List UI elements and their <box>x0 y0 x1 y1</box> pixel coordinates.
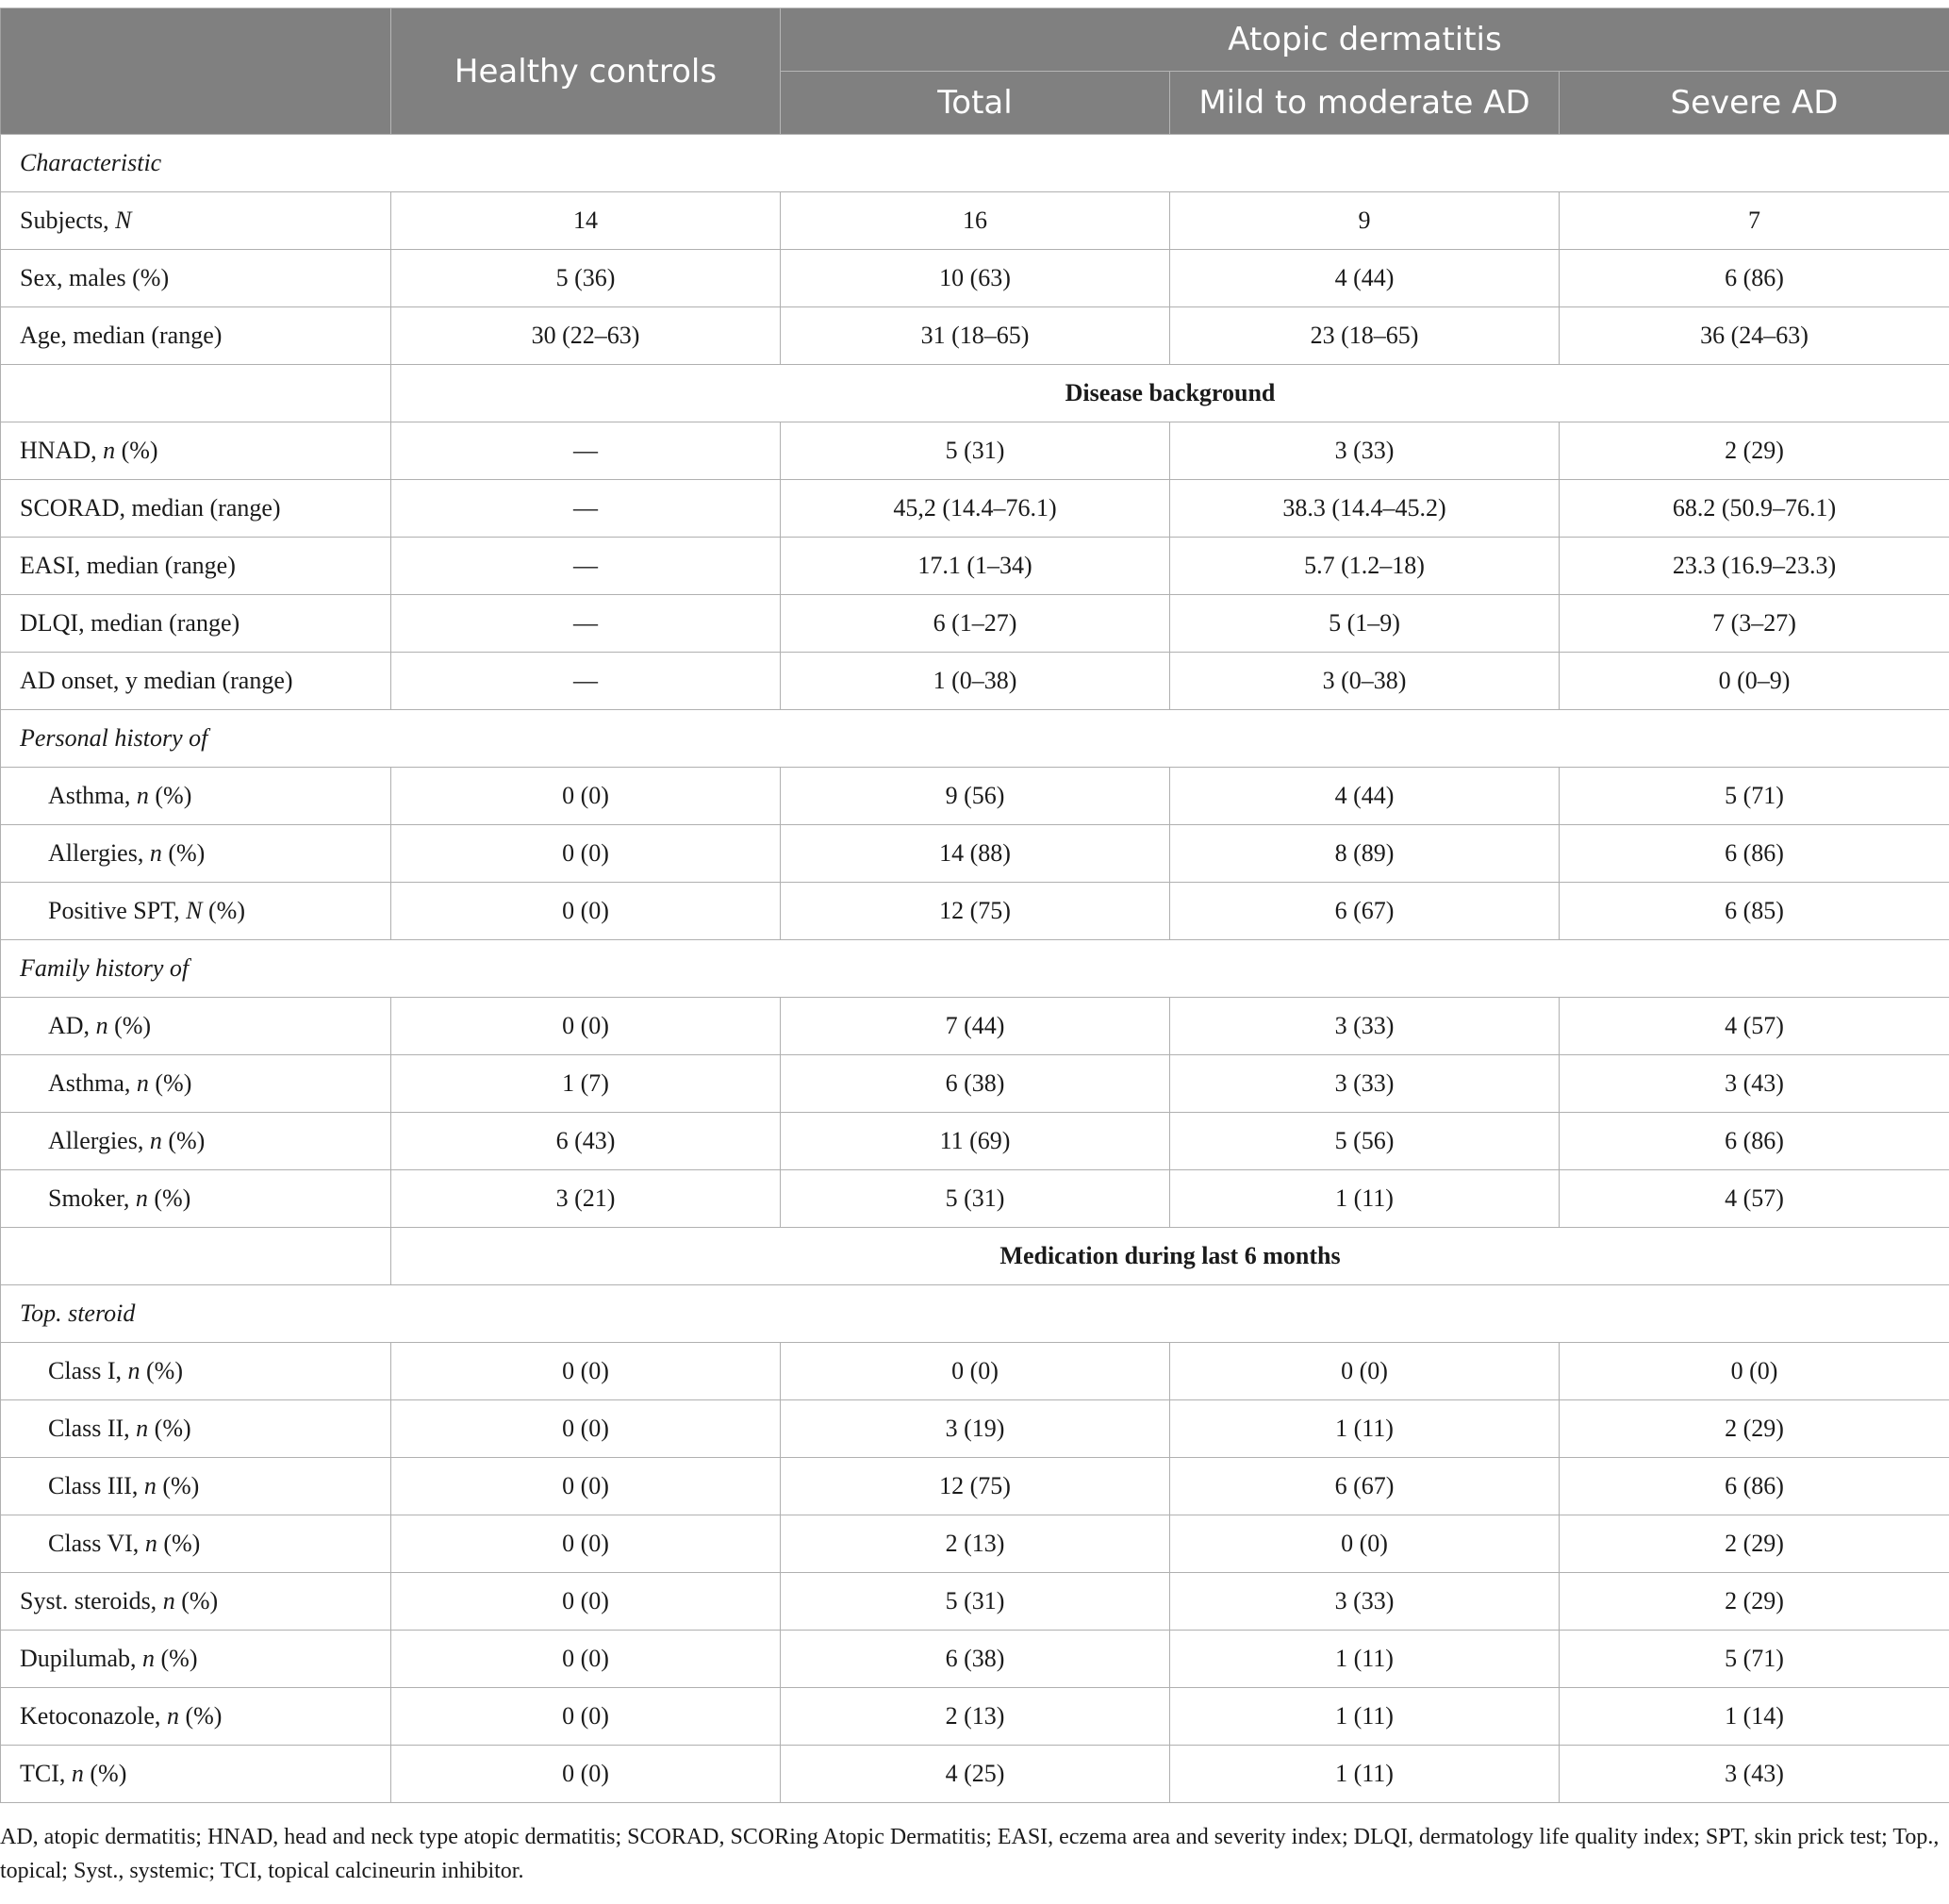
total-cell: 14 (88) <box>781 825 1170 883</box>
header-severe: Severe AD <box>1560 72 1949 135</box>
table-row <box>1 1746 1949 1803</box>
header-atopic-dermatitis: Atopic dermatitis <box>781 8 1949 72</box>
healthy-controls-cell: 0 (0) <box>391 998 781 1055</box>
row-label-symbol: n <box>149 1127 162 1154</box>
mild-moderate-cell: 3 (33) <box>1170 1573 1560 1631</box>
table-row <box>1 192 1949 250</box>
row-label-text: Subjects, <box>20 207 116 234</box>
row-label <box>1 1688 391 1746</box>
total-cell: 16 <box>781 192 1170 250</box>
row-label-suffix: (%) <box>107 1012 152 1039</box>
healthy-controls-cell: — <box>391 595 781 653</box>
row-label-text: Allergies, <box>48 1127 150 1154</box>
table-row <box>1 825 1949 883</box>
total-cell: 5 (31) <box>781 1170 1170 1228</box>
total-cell: 7 (44) <box>781 998 1170 1055</box>
mild-moderate-cell: 5 (1–9) <box>1170 595 1560 653</box>
row-label-symbol: n <box>162 1587 175 1614</box>
total-cell: 2 (13) <box>781 1515 1170 1573</box>
row-label-suffix: (%) <box>115 437 158 464</box>
total-cell: 0 (0) <box>781 1343 1170 1400</box>
severe-cell: 4 (57) <box>1560 998 1949 1055</box>
table-row <box>1 1055 1949 1113</box>
severe-cell: 2 (29) <box>1560 422 1949 480</box>
severe-cell: 36 (24–63) <box>1560 307 1949 365</box>
table-row <box>1 1113 1949 1170</box>
row-label-text: HNAD, <box>20 437 104 464</box>
table-body <box>1 135 1949 1803</box>
row-label-text: EASI, median (range) <box>20 552 236 579</box>
row-label <box>1 998 391 1055</box>
severe-cell: 2 (29) <box>1560 1573 1949 1631</box>
mild-moderate-cell: 9 <box>1170 192 1560 250</box>
mild-moderate-cell: 4 (44) <box>1170 768 1560 825</box>
header-row-top <box>1 8 1949 72</box>
row-label-text: Class VI, <box>48 1530 145 1557</box>
row-label <box>1 1055 391 1113</box>
section-row <box>1 710 1949 768</box>
mild-moderate-cell: 3 (33) <box>1170 998 1560 1055</box>
subheading-empty-cell <box>1 1228 391 1285</box>
row-label-suffix: (%) <box>148 1415 191 1442</box>
table-row <box>1 250 1949 307</box>
row-label-text: Smoker, <box>48 1184 136 1212</box>
mild-moderate-cell: 23 (18–65) <box>1170 307 1560 365</box>
row-label-symbol: n <box>149 839 162 867</box>
severe-cell: 5 (71) <box>1560 768 1949 825</box>
total-cell: 4 (25) <box>781 1746 1170 1803</box>
row-label-text: Allergies, <box>48 839 150 867</box>
row-label <box>1 825 391 883</box>
severe-cell: 2 (29) <box>1560 1515 1949 1573</box>
total-cell: 5 (31) <box>781 422 1170 480</box>
row-label-text: Asthma, <box>48 1069 137 1097</box>
section-row <box>1 940 1949 998</box>
severe-cell: 2 (29) <box>1560 1400 1949 1458</box>
row-label-text: Dupilumab, <box>20 1645 142 1672</box>
row-label <box>1 192 391 250</box>
mild-moderate-cell: 1 (11) <box>1170 1631 1560 1688</box>
subheading-disease-background: Disease background <box>391 365 1949 422</box>
table-row <box>1 538 1949 595</box>
row-label-text: Syst. steroids, <box>20 1587 163 1614</box>
table-row <box>1 1458 1949 1515</box>
severe-cell: 6 (85) <box>1560 883 1949 940</box>
row-label-suffix: (%) <box>140 1357 183 1384</box>
mild-moderate-cell: 1 (11) <box>1170 1400 1560 1458</box>
row-label <box>1 1343 391 1400</box>
row-label-text: Class I, <box>48 1357 128 1384</box>
row-label-text: Ketoconazole, <box>20 1702 167 1730</box>
mild-moderate-cell: 3 (33) <box>1170 1055 1560 1113</box>
header-mild-moderate: Mild to moderate AD <box>1170 72 1560 135</box>
total-cell: 12 (75) <box>781 883 1170 940</box>
mild-moderate-cell: 1 (11) <box>1170 1746 1560 1803</box>
row-label <box>1 307 391 365</box>
severe-cell: 6 (86) <box>1560 1458 1949 1515</box>
total-cell: 6 (1–27) <box>781 595 1170 653</box>
row-label-text: AD, <box>48 1012 96 1039</box>
severe-cell: 7 (3–27) <box>1560 595 1949 653</box>
row-label-text: Age, median (range) <box>20 322 223 349</box>
total-cell: 11 (69) <box>781 1113 1170 1170</box>
row-label-suffix: (%) <box>157 1530 201 1557</box>
row-label-text: TCI, <box>20 1760 72 1787</box>
healthy-controls-cell: — <box>391 422 781 480</box>
severe-cell: 0 (0–9) <box>1560 653 1949 710</box>
row-label-symbol: n <box>136 1415 149 1442</box>
row-label-symbol: n <box>71 1760 84 1787</box>
mild-moderate-cell: 5.7 (1.2–18) <box>1170 538 1560 595</box>
table-row <box>1 595 1949 653</box>
section-row <box>1 135 1949 192</box>
row-label-symbol: n <box>142 1645 155 1672</box>
healthy-controls-cell: 0 (0) <box>391 1400 781 1458</box>
table-footnote: AD, atopic dermatitis; HNAD, head and neck type atopic dermatitis; SCORAD, SCORing Atopic Dermatitis; EASI, eczema area and severity index; DLQI, dermatology life quality index; SPT, skin prick test; Top., topical; Syst., systemic; TCI, topical calcineurin inhibitor. <box>0 1825 1940 1883</box>
total-cell: 9 (56) <box>781 768 1170 825</box>
section-top-steroid: Top. steroid <box>1 1285 1949 1343</box>
severe-cell: 7 <box>1560 192 1949 250</box>
row-label <box>1 1573 391 1631</box>
row-label <box>1 480 391 538</box>
subheading-empty-cell <box>1 365 391 422</box>
total-cell: 17.1 (1–34) <box>781 538 1170 595</box>
healthy-controls-cell: 5 (36) <box>391 250 781 307</box>
row-label <box>1 1631 391 1688</box>
total-cell: 12 (75) <box>781 1458 1170 1515</box>
total-cell: 6 (38) <box>781 1631 1170 1688</box>
severe-cell: 6 (86) <box>1560 1113 1949 1170</box>
healthy-controls-cell: 0 (0) <box>391 768 781 825</box>
healthy-controls-cell: — <box>391 653 781 710</box>
mild-moderate-cell: 3 (33) <box>1170 422 1560 480</box>
row-label-symbol: n <box>136 1069 149 1097</box>
row-label-symbol: n <box>166 1702 179 1730</box>
healthy-controls-cell: — <box>391 480 781 538</box>
row-label <box>1 653 391 710</box>
table-row <box>1 422 1949 480</box>
healthy-controls-cell: 3 (21) <box>391 1170 781 1228</box>
row-label-suffix: (%) <box>202 897 245 924</box>
severe-cell: 6 (86) <box>1560 825 1949 883</box>
row-label-text: SCORAD, median (range) <box>20 494 281 522</box>
row-label-symbol: n <box>135 1184 148 1212</box>
row-label-text: Sex, males (%) <box>20 264 170 291</box>
row-label <box>1 1515 391 1573</box>
severe-cell: 5 (71) <box>1560 1631 1949 1688</box>
row-label-text: DLQI, median (range) <box>20 609 240 637</box>
characteristics-table <box>0 8 1949 1803</box>
severe-cell: 6 (86) <box>1560 250 1949 307</box>
row-label-suffix: (%) <box>178 1702 223 1730</box>
healthy-controls-cell: 6 (43) <box>391 1113 781 1170</box>
mild-moderate-cell: 6 (67) <box>1170 1458 1560 1515</box>
row-label <box>1 595 391 653</box>
healthy-controls-cell: 0 (0) <box>391 1688 781 1746</box>
mild-moderate-cell: 0 (0) <box>1170 1343 1560 1400</box>
severe-cell: 1 (14) <box>1560 1688 1949 1746</box>
row-label-suffix: (%) <box>148 1069 192 1097</box>
row-label-text: AD onset, y median (range) <box>20 667 293 694</box>
table-row <box>1 1343 1949 1400</box>
severe-cell: 3 (43) <box>1560 1055 1949 1113</box>
subheading-medication: Medication during last 6 months <box>391 1228 1949 1285</box>
table-row <box>1 1170 1949 1228</box>
row-label-suffix: (%) <box>156 1472 200 1499</box>
healthy-controls-cell: 1 (7) <box>391 1055 781 1113</box>
row-label-symbol: n <box>144 1530 157 1557</box>
total-cell: 5 (31) <box>781 1573 1170 1631</box>
row-label-suffix: (%) <box>161 1127 206 1154</box>
section-family-history: Family history of <box>1 940 1949 998</box>
row-label <box>1 1458 391 1515</box>
severe-cell: 4 (57) <box>1560 1170 1949 1228</box>
mild-moderate-cell: 1 (11) <box>1170 1688 1560 1746</box>
total-cell: 31 (18–65) <box>781 307 1170 365</box>
row-label-suffix: (%) <box>155 1645 198 1672</box>
severe-cell: 23.3 (16.9–23.3) <box>1560 538 1949 595</box>
mild-moderate-cell: 8 (89) <box>1170 825 1560 883</box>
mild-moderate-cell: 0 (0) <box>1170 1515 1560 1573</box>
header-healthy-controls: Healthy controls <box>391 8 781 135</box>
row-label-suffix: (%) <box>148 782 192 809</box>
header-empty-corner <box>1 8 391 135</box>
table-row <box>1 1515 1949 1573</box>
table-row <box>1 1400 1949 1458</box>
severe-cell: 3 (43) <box>1560 1746 1949 1803</box>
row-label-text: Class III, <box>48 1472 144 1499</box>
healthy-controls-cell: — <box>391 538 781 595</box>
characteristics-table-container <box>0 8 1949 1803</box>
row-label-suffix: (%) <box>174 1587 219 1614</box>
row-label-symbol: N <box>186 897 203 924</box>
mild-moderate-cell: 6 (67) <box>1170 883 1560 940</box>
healthy-controls-cell: 0 (0) <box>391 1343 781 1400</box>
healthy-controls-cell: 0 (0) <box>391 883 781 940</box>
row-label <box>1 1400 391 1458</box>
total-cell: 1 (0–38) <box>781 653 1170 710</box>
row-label-symbol: n <box>127 1357 140 1384</box>
table-row <box>1 307 1949 365</box>
section-characteristic: Characteristic <box>1 135 1949 192</box>
mild-moderate-cell: 1 (11) <box>1170 1170 1560 1228</box>
section-row <box>1 1285 1949 1343</box>
subheading-row <box>1 365 1949 422</box>
row-label <box>1 1170 391 1228</box>
table-header <box>1 8 1949 135</box>
total-cell: 6 (38) <box>781 1055 1170 1113</box>
healthy-controls-cell: 14 <box>391 192 781 250</box>
row-label-symbol: n <box>95 1012 108 1039</box>
table-row <box>1 1573 1949 1631</box>
healthy-controls-cell: 0 (0) <box>391 1515 781 1573</box>
row-label-symbol: n <box>143 1472 157 1499</box>
row-label-text: Class II, <box>48 1415 137 1442</box>
mild-moderate-cell: 5 (56) <box>1170 1113 1560 1170</box>
total-cell: 10 (63) <box>781 250 1170 307</box>
table-row <box>1 653 1949 710</box>
row-label <box>1 768 391 825</box>
row-label-suffix: (%) <box>83 1760 127 1787</box>
row-label-text: Positive SPT, <box>48 897 187 924</box>
healthy-controls-cell: 0 (0) <box>391 825 781 883</box>
row-label <box>1 883 391 940</box>
row-label-suffix: (%) <box>161 839 206 867</box>
row-label <box>1 422 391 480</box>
row-label-suffix: (%) <box>147 1184 191 1212</box>
severe-cell: 68.2 (50.9–76.1) <box>1560 480 1949 538</box>
table-row <box>1 480 1949 538</box>
mild-moderate-cell: 4 (44) <box>1170 250 1560 307</box>
table-row <box>1 883 1949 940</box>
healthy-controls-cell: 0 (0) <box>391 1746 781 1803</box>
row-label <box>1 1746 391 1803</box>
row-label <box>1 1113 391 1170</box>
row-label <box>1 250 391 307</box>
healthy-controls-cell: 0 (0) <box>391 1631 781 1688</box>
subheading-row <box>1 1228 1949 1285</box>
row-label-symbol: n <box>136 782 149 809</box>
total-cell: 3 (19) <box>781 1400 1170 1458</box>
row-label-symbol: n <box>103 437 116 464</box>
healthy-controls-cell: 30 (22–63) <box>391 307 781 365</box>
mild-moderate-cell: 38.3 (14.4–45.2) <box>1170 480 1560 538</box>
section-personal-history: Personal history of <box>1 710 1949 768</box>
severe-cell: 0 (0) <box>1560 1343 1949 1400</box>
table-row <box>1 1688 1949 1746</box>
mild-moderate-cell: 3 (0–38) <box>1170 653 1560 710</box>
row-label-symbol: N <box>115 207 132 234</box>
row-label <box>1 538 391 595</box>
total-cell: 45,2 (14.4–76.1) <box>781 480 1170 538</box>
table-row <box>1 998 1949 1055</box>
row-label-text: Asthma, <box>48 782 137 809</box>
total-cell: 2 (13) <box>781 1688 1170 1746</box>
table-row <box>1 1631 1949 1688</box>
header-total: Total <box>781 72 1170 135</box>
healthy-controls-cell: 0 (0) <box>391 1458 781 1515</box>
healthy-controls-cell: 0 (0) <box>391 1573 781 1631</box>
table-row <box>1 768 1949 825</box>
